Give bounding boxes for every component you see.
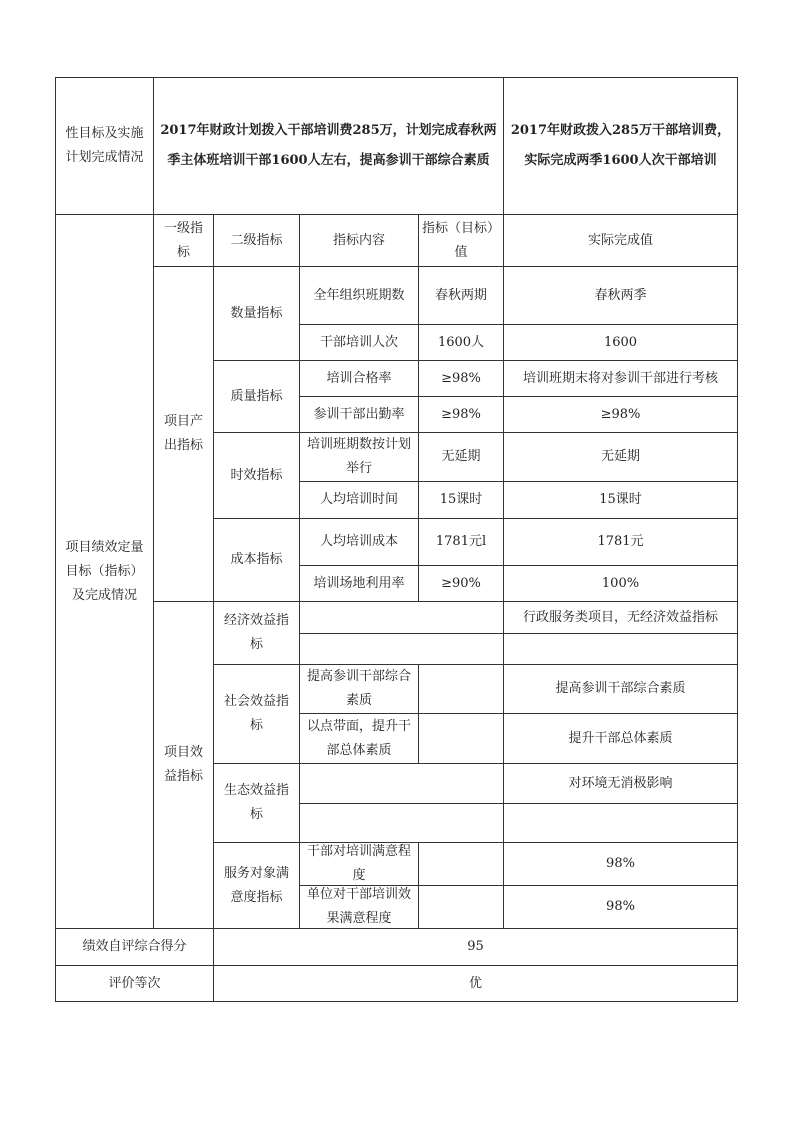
ecological-empty-cell xyxy=(503,803,738,843)
score-value-cell: 95 xyxy=(213,928,738,966)
table-row-actual: 无延期 xyxy=(503,432,738,482)
actual-goal-cell: 2017年财政拨入285万干部培训费，实际完成两季1600人次干部培训 xyxy=(503,77,738,215)
table-row-target: ≥98% xyxy=(418,396,504,433)
table-row-content: 以点带面，提升干部总体素质 xyxy=(299,713,419,764)
economic-empty-cell xyxy=(299,601,504,634)
quantity-indicator-label: 数量指标 xyxy=(213,266,300,361)
table-row-actual: 15课时 xyxy=(503,481,738,519)
table-row-target: 1781元l xyxy=(418,518,504,566)
table-row-target xyxy=(418,664,504,714)
section-label-cell: 项目绩效定量目标（指标）及完成情况 xyxy=(55,214,154,929)
table-row-target: 15课时 xyxy=(418,481,504,519)
table-row-target xyxy=(418,842,504,886)
goal-completion-label-cell: 性目标及实施计划完成情况 xyxy=(55,77,154,215)
ecological-empty-cell xyxy=(299,803,504,843)
table-row-actual: 培训班期末将对参训干部进行考核 xyxy=(503,360,738,397)
header-level1: 一级指标 xyxy=(153,214,214,267)
table-row-content: 培训场地利用率 xyxy=(299,565,419,602)
table-row-content: 参训干部出勤率 xyxy=(299,396,419,433)
grade-label-cell: 评价等次 xyxy=(55,965,214,1002)
table-row-target: ≥90% xyxy=(418,565,504,602)
table-row-content: 全年组织班期数 xyxy=(299,266,419,325)
benefit-indicator-label: 项目效益指标 xyxy=(153,601,214,929)
table-row-actual: ≥98% xyxy=(503,396,738,433)
header-level2: 二级指标 xyxy=(213,214,300,267)
economic-empty-cell xyxy=(503,633,738,665)
ecological-empty-cell xyxy=(299,763,504,804)
table-row-actual: 春秋两季 xyxy=(503,266,738,325)
table-row-content: 干部对培训满意程度 xyxy=(299,842,419,886)
social-indicator-label: 社会效益指标 xyxy=(213,664,300,764)
table-row-target: ≥98% xyxy=(418,360,504,397)
table-row-target: 无延期 xyxy=(418,432,504,482)
table-row-content: 提高参训干部综合素质 xyxy=(299,664,419,714)
header-actual: 实际完成值 xyxy=(503,214,738,267)
table-row-actual: 1600 xyxy=(503,324,738,361)
economic-indicator-label: 经济效益指标 xyxy=(213,601,300,665)
table-row-target xyxy=(418,885,504,929)
score-label-cell: 绩效自评综合得分 xyxy=(55,928,214,966)
table-row-actual: 对环境无消极影响 xyxy=(503,763,738,804)
table-row-actual: 行政服务类项目，无经济效益指标 xyxy=(503,601,738,634)
table-row-actual: 提升干部总体素质 xyxy=(503,713,738,764)
table-row-content: 单位对干部培训效果满意程度 xyxy=(299,885,419,929)
table-row-actual: 100% xyxy=(503,565,738,602)
economic-empty-cell xyxy=(299,633,504,665)
planned-goal-cell: 2017年财政计划拨入干部培训费285万，计划完成春秋两季主体班培训干部1600人左右，提高参训干部综合素质 xyxy=(153,77,504,215)
table-row-content: 干部培训人次 xyxy=(299,324,419,361)
table-row-target xyxy=(418,713,504,764)
header-target: 指标（目标）值 xyxy=(418,214,504,267)
table-row-actual: 98% xyxy=(503,842,738,886)
table-row-target: 1600人 xyxy=(418,324,504,361)
table-row-content: 人均培训时间 xyxy=(299,481,419,519)
timeliness-indicator-label: 时效指标 xyxy=(213,432,300,519)
quality-indicator-label: 质量指标 xyxy=(213,360,300,433)
satisfaction-indicator-label: 服务对象满意度指标 xyxy=(213,842,300,929)
table-row-content: 培训班期数按计划举行 xyxy=(299,432,419,482)
output-indicator-label: 项目产出指标 xyxy=(153,266,214,602)
table-row-actual: 98% xyxy=(503,885,738,929)
table-row-content: 人均培训成本 xyxy=(299,518,419,566)
table-row-target: 春秋两期 xyxy=(418,266,504,325)
table-row-actual: 提高参训干部综合素质 xyxy=(503,664,738,714)
header-content: 指标内容 xyxy=(299,214,419,267)
table-row-actual: 1781元 xyxy=(503,518,738,566)
ecological-indicator-label: 生态效益指标 xyxy=(213,763,300,843)
cost-indicator-label: 成本指标 xyxy=(213,518,300,602)
table-row-content: 培训合格率 xyxy=(299,360,419,397)
grade-value-cell: 优 xyxy=(213,965,738,1002)
